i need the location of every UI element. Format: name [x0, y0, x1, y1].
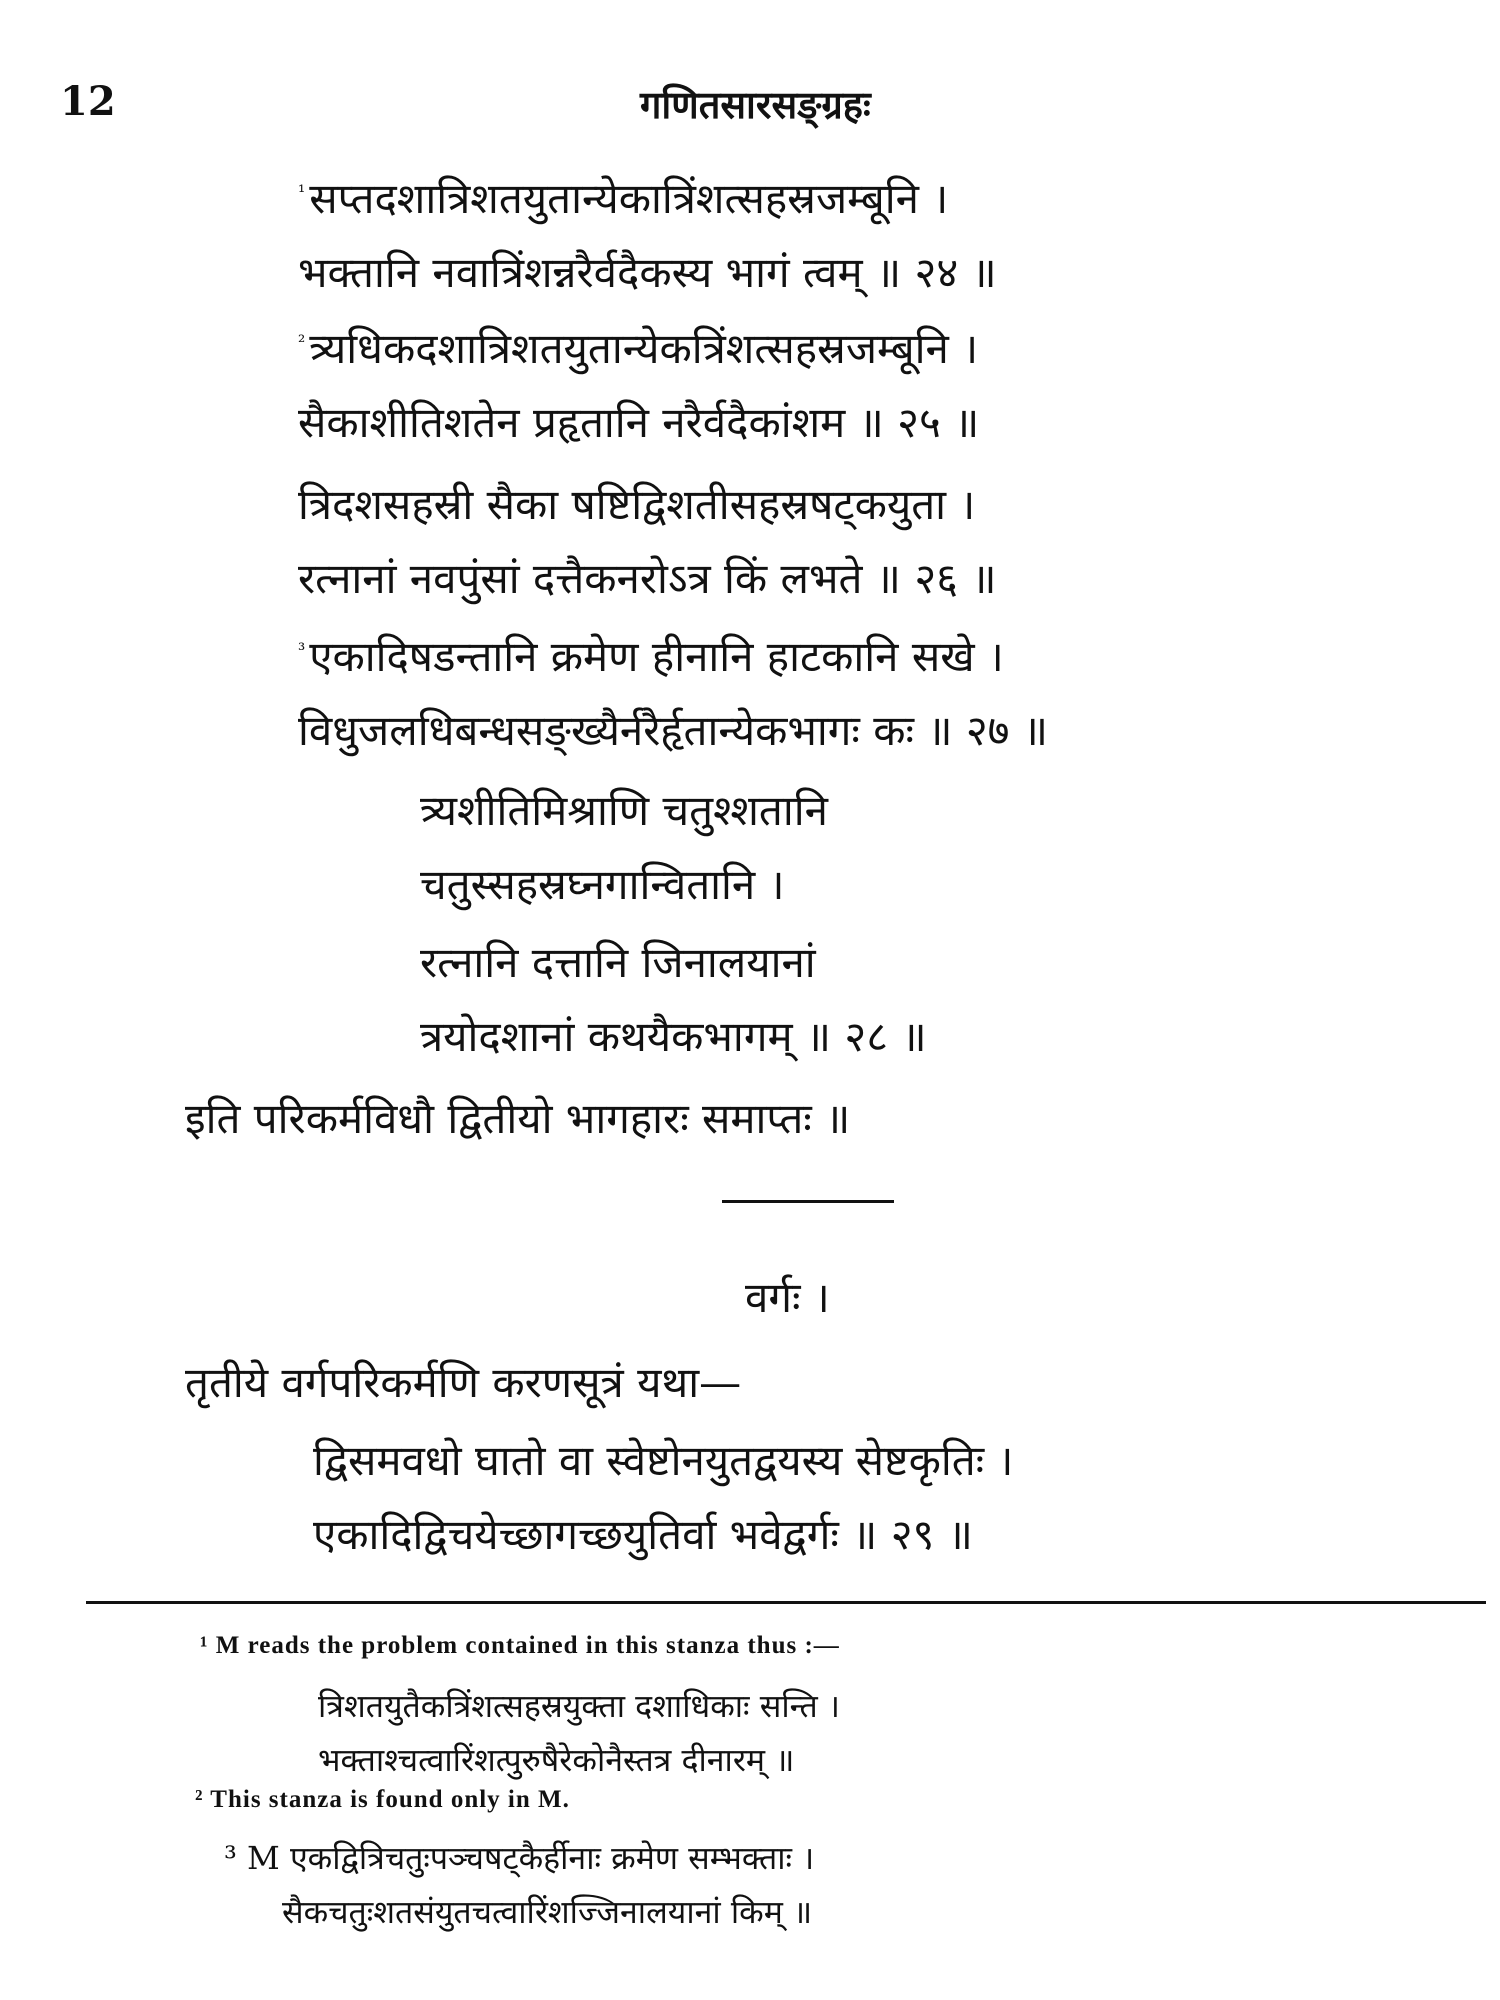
verse-29-line-2: एकादिद्विचयेच्छागच्छयुतिर्वा भवेद्वर्गः ॥ २९ ॥ [313, 1510, 973, 1559]
footnote-marker: ³ [298, 640, 306, 661]
verse-28-line-1: त्र्यशीतिमिश्राणि चतुश्शतानि [420, 786, 828, 835]
verse-24-line-2: भक्तानि नवात्रिंशन्नरैर्वदैकस्य भागं त्वम् ॥ २४ ॥ [298, 248, 997, 297]
colophon: इति परिकर्मविधौ द्वितीयो भागहारः समाप्तः ॥ [185, 1094, 851, 1143]
verse-text: त्र्यधिकदशात्रिशतयुतान्येकत्रिंशत्सहस्रजम्बूनि । [309, 324, 979, 373]
verse-28-line-2: चतुस्सहस्रघ्नगान्वितानि । [420, 860, 785, 909]
footnote-3-line-2: सैकचतुःशतसंयुतचत्वारिंशज्जिनालयानां किम् ॥ [282, 1893, 813, 1931]
verse-28-line-4: त्रयोदशानां कथयैकभागम् ॥ २८ ॥ [420, 1012, 927, 1061]
verse-27-line-1 [298, 632, 1004, 681]
verse-24-line-1 [298, 174, 949, 223]
intro-line: तृतीये वर्गपरिकर्मणि करणसूत्रं यथा— [185, 1358, 742, 1407]
section-divider [722, 1200, 894, 1203]
footnote-marker: ¹ [298, 182, 306, 203]
footnote-1-verse-line-2: भक्ताश्चत्वारिंशत्पुरुषैरेकोनैस्तत्र दीनारम् ॥ [318, 1741, 795, 1779]
footnote-1-text: ¹ M reads the problem contained in this stanza thus :— [200, 1632, 840, 1659]
page-number: 12 [60, 78, 116, 125]
footnote-2-text: ² This stanza is found only in M. [195, 1786, 570, 1813]
footnote-marker: ² [298, 332, 306, 353]
verse-text: एकादिषडन्तानि क्रमेण हीनानि हाटकानि सखे । [309, 632, 1004, 681]
verse-25-line-2: सैकाशीतिशतेन प्रहृतानि नरैर्वदैकांशम ॥ २५ ॥ [298, 398, 980, 447]
verse-28-line-3: रत्नानि दत्तानि जिनालयानां [420, 938, 816, 987]
verse-25-line-1 [298, 324, 979, 373]
footnote-divider [86, 1601, 1486, 1604]
verse-text: सप्तदशात्रिशतयुतान्येकात्रिंशत्सहस्रजम्बूनि । [309, 174, 949, 223]
footnote-3-line-1: ³ M एकद्वित्रिचतुःपञ्चषट्कैर्हीनाः क्रमेण सम्भक्ताः । [224, 1839, 815, 1877]
running-title: गणितसारसङ्ग्रहः [640, 82, 871, 127]
footnote-1-verse-line-1: त्रिशतयुतैकत्रिंशत्सहस्रयुक्ता दशाधिकाः सन्ति । [318, 1687, 841, 1725]
verse-29-line-1: द्विसमवधो घातो वा स्वेष्टोनयुतद्वयस्य सेष्टकृतिः । [313, 1436, 1014, 1485]
page-header [60, 78, 1440, 138]
section-heading: वर्गः । [745, 1273, 830, 1322]
verse-26-line-2: रत्नानां नवपुंसां दत्तैकनरोऽत्र किं लभते ॥ २६ ॥ [298, 554, 997, 603]
verse-27-line-2: विधुजलधिबन्धसङ्ख्यैर्नरैर्हृतान्येकभागः कः ॥ २७ ॥ [298, 706, 1049, 755]
verse-26-line-1: त्रिदशसहस्री सैका षष्टिद्विशतीसहस्रषट्कयुता । [298, 480, 976, 529]
